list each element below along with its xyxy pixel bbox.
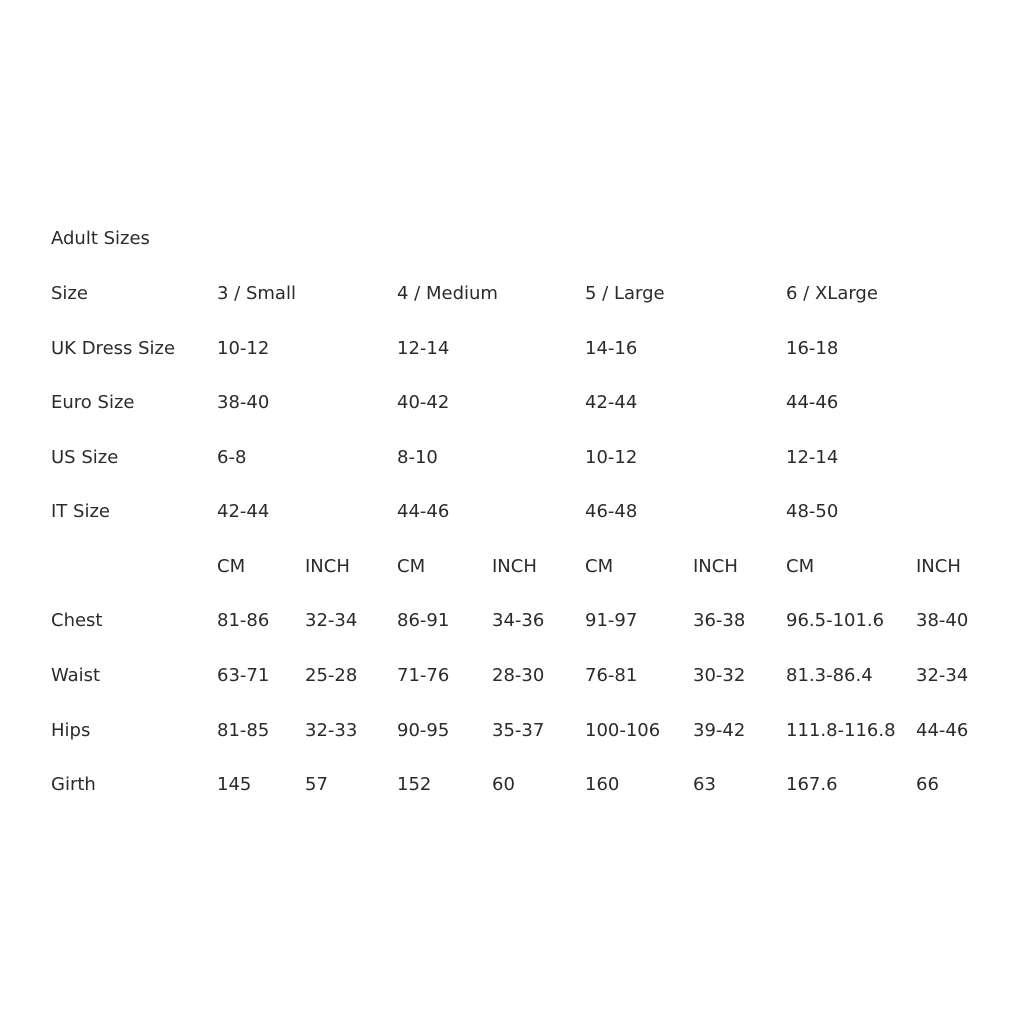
unit-header: CM <box>585 556 614 577</box>
table-cell: 40-42 <box>397 392 450 413</box>
table-cell: 38-40 <box>916 610 969 631</box>
table-cell: 16-18 <box>786 338 839 359</box>
page-title: Adult Sizes <box>51 228 150 249</box>
table-cell: 111.8-116.8 <box>786 720 896 741</box>
table-cell: 48-50 <box>786 501 839 522</box>
row-label: Euro Size <box>51 392 135 413</box>
table-cell: 30-32 <box>693 665 746 686</box>
table-cell: 32-33 <box>305 720 358 741</box>
table-cell: 34-36 <box>492 610 545 631</box>
unit-header: INCH <box>305 556 350 577</box>
table-cell: 71-76 <box>397 665 450 686</box>
row-label: Hips <box>51 720 91 741</box>
table-cell: 32-34 <box>305 610 358 631</box>
table-cell: 86-91 <box>397 610 450 631</box>
table-cell: 12-14 <box>786 447 839 468</box>
table-cell: 160 <box>585 774 620 795</box>
table-cell: 10-12 <box>585 447 638 468</box>
table-cell: 10-12 <box>217 338 270 359</box>
size-small: 3 / Small <box>217 283 296 304</box>
table-cell: 91-97 <box>585 610 638 631</box>
table-cell: 44-46 <box>916 720 969 741</box>
table-cell: 35-37 <box>492 720 545 741</box>
table-cell: 57 <box>305 774 328 795</box>
table-cell: 96.5-101.6 <box>786 610 885 631</box>
table-row-chest <box>0 609 1024 633</box>
table-cell: 81-85 <box>217 720 270 741</box>
table-row-girth <box>0 773 1024 797</box>
table-row-units <box>0 555 1024 579</box>
unit-header: INCH <box>916 556 961 577</box>
size-medium: 4 / Medium <box>397 283 498 304</box>
table-cell: 25-28 <box>305 665 358 686</box>
row-label: Chest <box>51 610 103 631</box>
table-cell: 12-14 <box>397 338 450 359</box>
table-cell: 152 <box>397 774 432 795</box>
table-cell: 76-81 <box>585 665 638 686</box>
size-large: 5 / Large <box>585 283 665 304</box>
table-row-uk-dress-size <box>0 337 1024 361</box>
unit-header: CM <box>217 556 246 577</box>
table-cell: 81-86 <box>217 610 270 631</box>
table-cell: 42-44 <box>217 501 270 522</box>
table-cell: 60 <box>492 774 515 795</box>
table-cell: 63-71 <box>217 665 270 686</box>
row-label: UK Dress Size <box>51 338 176 359</box>
row-label: IT Size <box>51 501 110 522</box>
table-cell: 8-10 <box>397 447 438 468</box>
table-row-us-size <box>0 446 1024 470</box>
table-cell: 36-38 <box>693 610 746 631</box>
table-cell: 44-46 <box>397 501 450 522</box>
row-label: US Size <box>51 447 119 468</box>
table-cell: 63 <box>693 774 716 795</box>
row-label: Size <box>51 283 88 304</box>
table-cell: 90-95 <box>397 720 450 741</box>
row-label: Waist <box>51 665 101 686</box>
table-cell: 38-40 <box>217 392 270 413</box>
row-label: Girth <box>51 774 96 795</box>
unit-header: INCH <box>693 556 738 577</box>
table-cell: 167.6 <box>786 774 838 795</box>
table-cell: 39-42 <box>693 720 746 741</box>
table-row-it-size <box>0 500 1024 524</box>
table-cell: 145 <box>217 774 252 795</box>
table-cell: 100-106 <box>585 720 661 741</box>
table-cell: 32-34 <box>916 665 969 686</box>
table-cell: 81.3-86.4 <box>786 665 873 686</box>
unit-header: INCH <box>492 556 537 577</box>
table-cell: 46-48 <box>585 501 638 522</box>
table-row-size <box>0 282 1024 306</box>
table-cell: 14-16 <box>585 338 638 359</box>
table-cell: 42-44 <box>585 392 638 413</box>
table-cell: 44-46 <box>786 392 839 413</box>
table-row-euro-size <box>0 391 1024 415</box>
table-row-hips <box>0 719 1024 743</box>
table-cell: 28-30 <box>492 665 545 686</box>
table-cell: 66 <box>916 774 939 795</box>
unit-header: CM <box>397 556 426 577</box>
unit-header: CM <box>786 556 815 577</box>
table-row-waist <box>0 664 1024 688</box>
table-cell: 6-8 <box>217 447 247 468</box>
size-xlarge: 6 / XLarge <box>786 283 878 304</box>
